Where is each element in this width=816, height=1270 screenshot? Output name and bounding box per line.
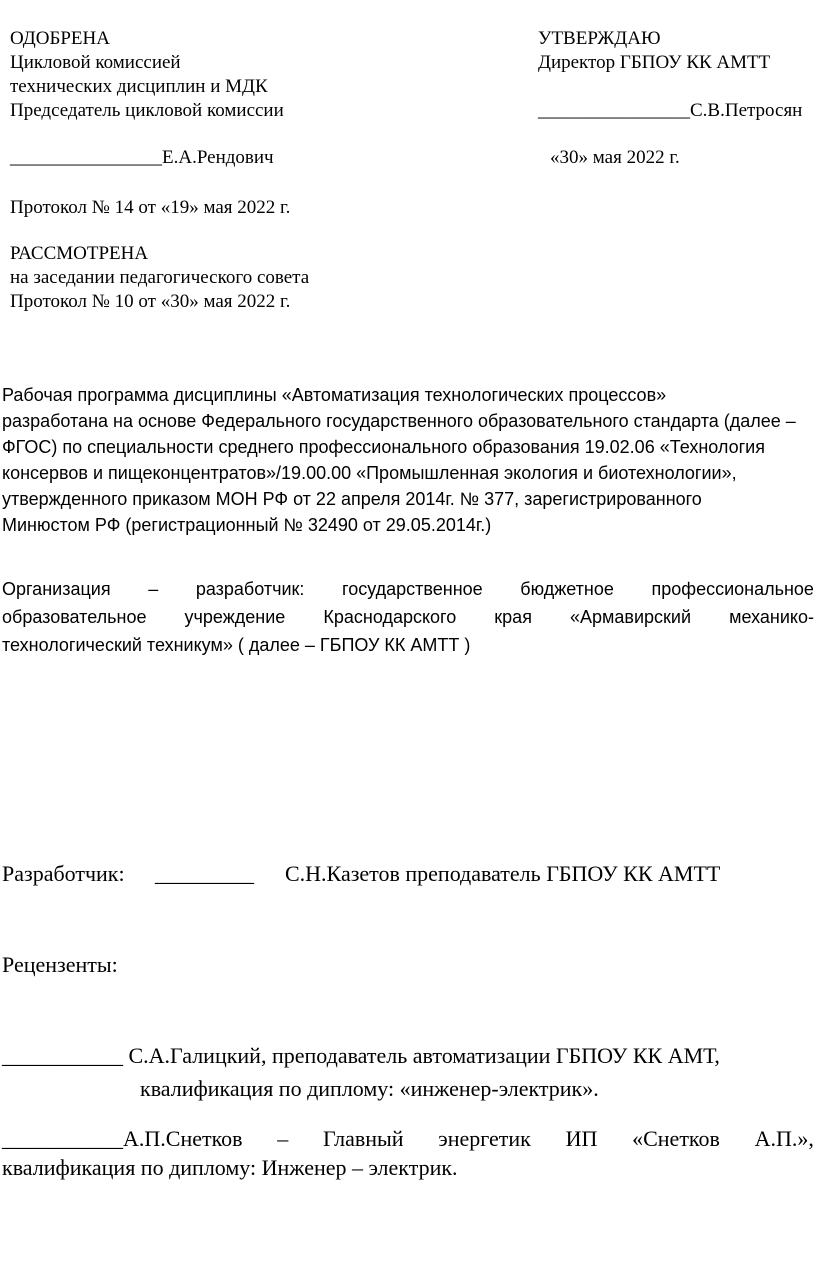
approved-disciplines: технических дисциплин и МДК: [10, 76, 268, 97]
org-word: «Армавирский: [570, 607, 692, 627]
approved-commission: Цикловой комиссией: [10, 52, 181, 73]
reviewer-2-word: ИП: [565, 1126, 598, 1151]
approve-director: Директор ГБПОУ КК АМТТ: [538, 52, 771, 73]
reviewed-protocol: Протокол № 10 от «30» мая 2022 г.: [10, 291, 291, 312]
reviewer-2-word: «Снетков: [632, 1126, 720, 1151]
developer-label: Разработчик:: [2, 861, 125, 886]
org-word: учреждение: [184, 607, 286, 627]
approved-heading: ОДОБРЕНА: [10, 28, 110, 49]
approved-signature: ________________Е.А.Рендович: [10, 147, 274, 168]
approve-date: «30» мая 2022 г.: [550, 147, 680, 168]
reviewer-2-line-2: квалификация по диплому: Инженер – электрик.: [2, 1155, 458, 1180]
reviewed-council: на заседании педагогического совета: [10, 267, 310, 288]
program-line: Рабочая программа дисциплины «Автоматизация технологических процессов»: [2, 385, 667, 405]
developer-signature-blank: _________: [155, 861, 254, 886]
org-word: разработчик:: [195, 579, 305, 599]
approve-signature: ________________С.В.Петросян: [538, 100, 803, 121]
org-word: государственное: [342, 579, 483, 599]
approved-protocol: Протокол № 14 от «19» мая 2022 г.: [10, 197, 291, 218]
organization-line-2: [2, 604, 814, 630]
org-word: профессиональное: [651, 579, 814, 599]
org-word: образовательное: [2, 607, 147, 627]
program-line: разработана на основе Федерального государственного образовательного стандарта (далее –: [2, 411, 796, 431]
org-word: –: [148, 579, 159, 599]
reviewer-1-line-1: ___________ С.А.Галицкий, преподаватель автоматизации ГБПОУ КК АМТ,: [2, 1043, 720, 1068]
reviewer-2-word: А.П.»,: [754, 1126, 814, 1151]
reviewer-2-word: –: [277, 1126, 289, 1151]
reviewer-2-word: Главный: [323, 1126, 404, 1151]
program-line: консервов и пищеконцентратов»/19.00.00 «Промышленная экология и биотехнологии»,: [2, 463, 737, 483]
approved-chairman: Председатель цикловой комиссии: [10, 100, 284, 121]
org-word: механико-: [729, 607, 814, 627]
program-line: Минюстом РФ (регистрационный № 32490 от 29.05.2014г.): [2, 515, 492, 535]
approve-heading: УТВЕРЖДАЮ: [538, 28, 661, 49]
reviewer-1-line-2: квалификация по диплому: «инженер-электрик».: [140, 1076, 599, 1101]
reviewers-label: Рецензенты:: [2, 952, 118, 977]
organization-line-3: технологический техникум» ( далее – ГБПОУ КК АМТТ ): [2, 635, 471, 655]
reviewer-2-word: ___________А.П.Снетков: [2, 1126, 243, 1151]
reviewer-2-line-1: [2, 1125, 814, 1153]
org-word: края: [494, 607, 532, 627]
org-word: Организация: [2, 579, 111, 599]
program-line: утвержденного приказом МОН РФ от 22 апреля 2014г. № 377, зарегистрированного: [2, 489, 702, 509]
organization-line-1: [2, 576, 814, 602]
reviewed-heading: РАССМОТРЕНА: [10, 243, 149, 264]
developer-name: С.Н.Казетов преподаватель ГБПОУ КК АМТТ: [285, 861, 721, 886]
org-word: бюджетное: [520, 579, 614, 599]
program-line: ФГОС) по специальности среднего профессионального образования 19.02.06 «Технология: [2, 437, 765, 457]
reviewer-2-word: энергетик: [438, 1126, 531, 1151]
org-word: Краснодарского: [323, 607, 457, 627]
